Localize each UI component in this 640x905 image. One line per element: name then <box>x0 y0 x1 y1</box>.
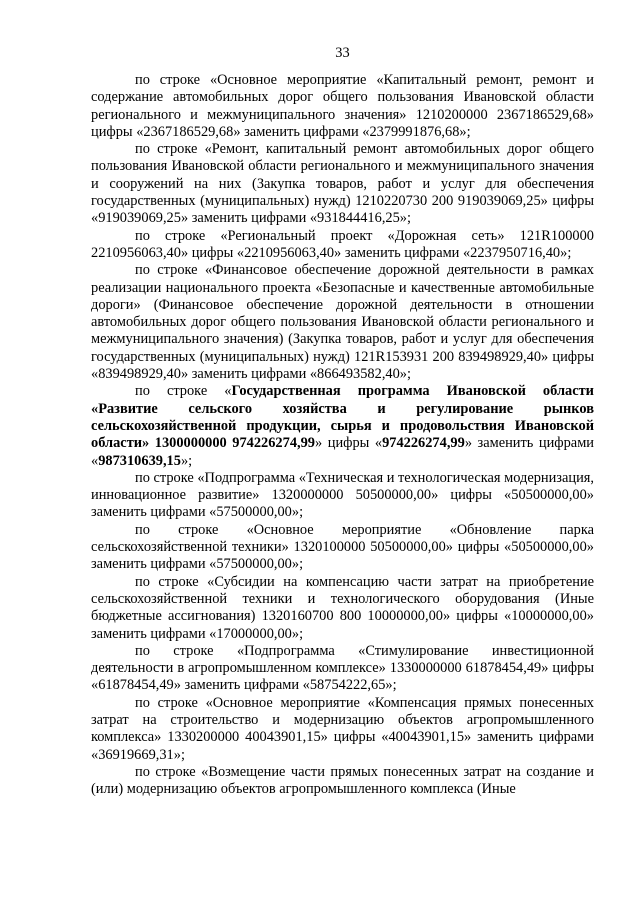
paragraph-4: по строке «Финансовое обеспечение дорожной деятельности в рамках реализации национального проекта «Безопасные и качественные автомобильные дороги» (Финансовое обеспечение дорожной деятельности в отношении автомобильных дорог общего пользования Ивановской области регионального и межмуниципального значения) (Закупка товаров, работ и услуг для обеспечения государственных (муниципальных) нужд) 121R153931 200 839498929,40» цифры «839498929,40» заменить цифрами «866493582,40»; <box>91 262 594 383</box>
paragraph-2: по строке «Ремонт, капитальный ремонт автомобильных дорог общего пользования Ивановской области регионального и межмуниципального значения и сооружений на них (Закупка товаров, работ и услуг для обеспечения государственных (муниципальных) нужд) 1210220730 200 919039069,25» цифры «919039069,25» заменить цифрами «931844416,25»; <box>91 141 594 227</box>
paragraph-7: по строке «Основное мероприятие «Обновление парка сельскохозяйственной техники» 1320100000 50500000,00» цифры «50500000,00» заменить цифрами «57500000,00»; <box>91 521 594 573</box>
paragraph-6: по строке «Подпрограмма «Техническая и технологическая модернизация, инновационное развитие» 1320000000 50500000,00» цифры «50500000,00» заменить цифрами «57500000,00»; <box>91 469 595 521</box>
paragraph-5-text-e: »; <box>180 452 193 469</box>
paragraph-11: по строке «Возмещение части прямых понесенных затрат на создание и (или) модернизацию объектов агропромышленного комплекса (Иные <box>91 763 594 798</box>
new-amount-bold: 987310639,15 <box>98 452 181 469</box>
program-title-bold: Государственная программа Ивановской области «Развитие сельского хозяйства и регулирование рынков сельскохозяйственной продукции, сырья и продовольствия Ивановской области» 1300000000 974226274,99 <box>91 383 594 452</box>
page-number: 33 <box>335 45 350 61</box>
paragraph-5-text-a: по строке « <box>135 383 232 400</box>
paragraph-5 <box>91 383 594 469</box>
paragraph-5-text-c: » цифры « <box>315 435 383 452</box>
paragraph-1: по строке «Основное мероприятие «Капитальный ремонт, ремонт и содержание автомобильных дорог общего пользования Ивановской области регионального и межмуниципального значения» 1210200000 2367186529,68» цифры «2367186529,68» заменить цифрами «2379991876,68»; <box>91 72 594 140</box>
paragraph-5-text-d: » заменить цифрами « <box>91 435 595 469</box>
old-amount-bold: 974226274,99 <box>382 435 465 452</box>
paragraph-9: по строке «Подпрограмма «Стимулирование инвестиционной деятельности в агропромышленном комплексе» 1330000000 61878454,49» цифры «61878454,49» заменить цифрами «58754222,65»; <box>91 642 594 694</box>
paragraph-3: по строке «Региональный проект «Дорожная сеть» 121R100000 2210956063,40» цифры «2210956063,40» заменить цифрами «2237950716,40»; <box>91 227 594 261</box>
paragraph-10: по строке «Основное мероприятие «Компенсация прямых понесенных затрат на строительство и модернизацию объектов агропромышленного комплекса» 1330200000 40043901,15» цифры «40043901,15» заменить цифрами «36919669,31»; <box>91 694 594 763</box>
paragraph-8: по строке «Субсидии на компенсацию части затрат на приобретение сельскохозяйственной техники и технологического оборудования (Иные бюджетные ассигнования) 1320160700 800 10000000,00» цифры «10000000,00» заменить цифрами «17000000,00»; <box>91 573 594 642</box>
